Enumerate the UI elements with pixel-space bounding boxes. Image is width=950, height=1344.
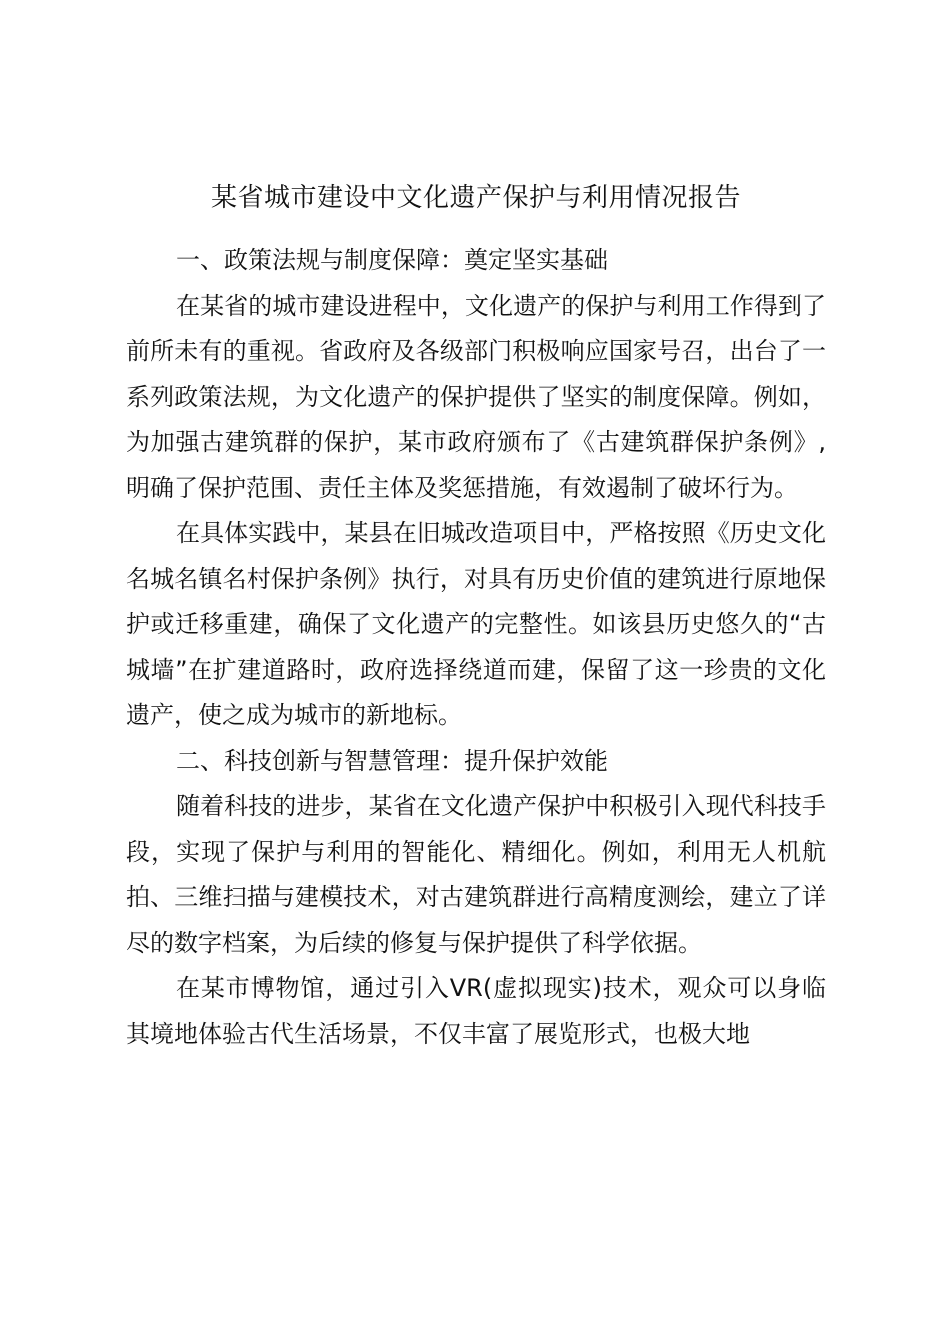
paragraph-policy-overview: 在某省的城市建设进程中，文化遗产的保护与利用工作得到了前所未有的重视。省政府及各级部门积极响应国家号召，出台了一系列政策法规，为文化遗产的保护提供了坚实的制度保障。例如，为加强古建筑群的保护，某市政府颁布了《古建筑群保护条例》,明确了保护范围、责任主体及奖惩措施，有效遏制了破坏行为。 <box>126 291 826 502</box>
section-heading-policy: 一、政策法规与制度保障：奠定坚实基础 <box>176 246 608 274</box>
document-body <box>126 238 826 1057</box>
paragraph-policy-practice: 在具体实践中，某县在旧城改造项目中，严格按照《历史文化名城名镇名村保护条例》执行，对具有历史价值的建筑进行原地保护或迁移重建，确保了文化遗产的完整性。如该县历史悠久的“古城墙”在扩建道路时，政府选择绕道而建，保留了这一珍贵的文化遗产，使之成为城市的新地标。 <box>126 519 826 729</box>
section-heading-technology: 二、科技创新与智慧管理：提升保护效能 <box>176 746 608 775</box>
document-title: 某省城市建设中文化遗产保护与利用情况报告 <box>210 183 741 213</box>
paragraph-technology-museum: 在某市博物馆，通过引入VR(虚拟现实)技术，观众可以身临其境地体验古代生活场景，不仅丰富了展览形式，也极大地 <box>126 974 826 1048</box>
paragraph-technology-overview: 随着科技的进步，某省在文化遗产保护中积极引入现代科技手段，实现了保护与利用的智能化、精细化。例如，利用无人机航拍、三维扫描与建模技术，对古建筑群进行高精度测绘，建立了详尽的数字档案，为后续的修复与保护提供了科学依据。 <box>126 792 826 957</box>
